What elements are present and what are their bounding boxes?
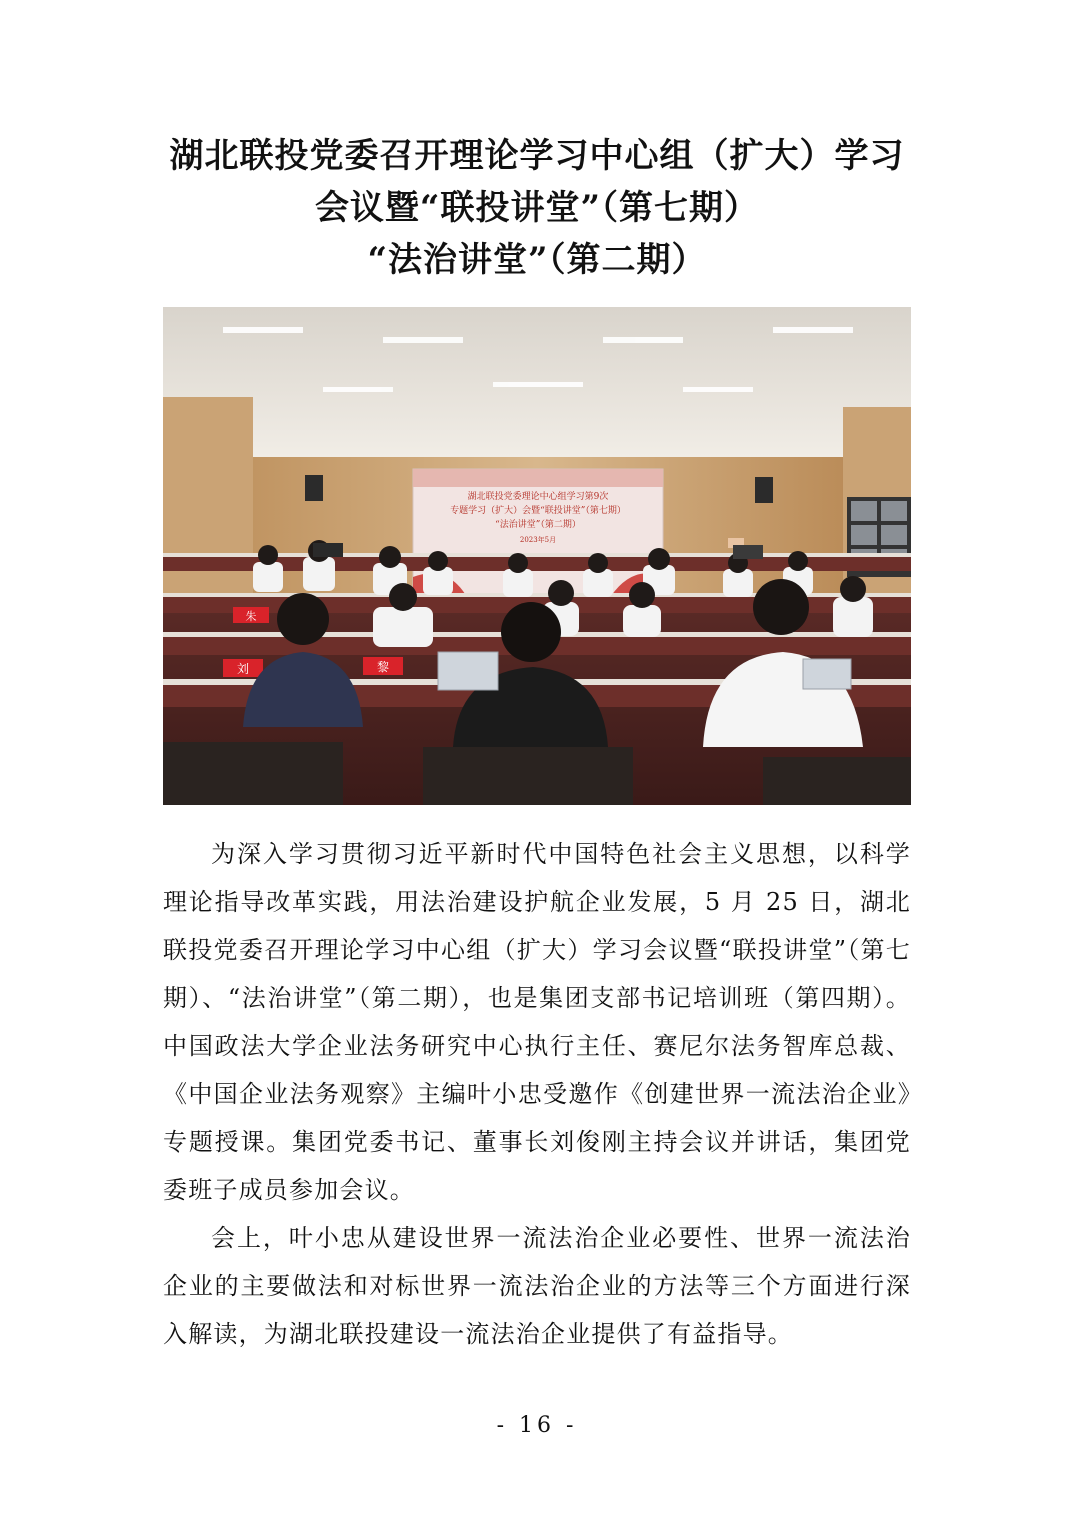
screen-date: 2023年5月 bbox=[519, 536, 557, 544]
title-line-2: 会议暨“联投讲堂”（第七期） bbox=[314, 188, 760, 228]
nameplate-1: 刘 bbox=[236, 662, 250, 676]
paragraph-1: 为深入学习贯彻习近平新时代中国特色社会主义思想，以科学理论指导改革实践，用法治建设护航企业发展，5 月 25 日，湖北联投党委召开理论学习中心组（扩大）学习会议暨“联投讲堂”（第七期）、“法治讲堂”（第二期），也是集团支部书记培训班（第四期）。中国政法大学企业法务研究中心执行主任、赛尼尔法务智库总裁、《中国企业法务观察》主编叶小忠受邀作《创建世界一流法治企业》专题授课。集团党委书记、董事长刘俊刚主持会议并讲话，集团党委班子成员参加会议。 bbox=[163, 840, 911, 1204]
title-line-1: 湖北联投党委召开理论学习中心组（扩大）学习 bbox=[169, 136, 905, 176]
nameplate-3: 朱 bbox=[245, 610, 257, 623]
screen-text-2: 专题学习（扩大）会暨“联投讲堂”（第七期） bbox=[450, 506, 626, 516]
meeting-photo bbox=[163, 307, 911, 805]
screen-text-1: 湖北联投党委理论中心组学习第9次 bbox=[467, 492, 609, 502]
page-number: - 16 - bbox=[496, 1413, 578, 1438]
article-title bbox=[100, 130, 974, 286]
nameplate-2: 黎 bbox=[376, 660, 390, 674]
article-body bbox=[163, 830, 911, 1358]
title-line-3: “法治讲堂”（第二期） bbox=[367, 240, 707, 280]
screen-text-3: “法治讲堂”（第二期） bbox=[495, 520, 581, 530]
paragraph-2: 会上，叶小忠从建设世界一流法治企业必要性、世界一流法治企业的主要做法和对标世界一流法治企业的方法等三个方面进行深入解读，为湖北联投建设一流法治企业提供了有益指导。 bbox=[163, 1224, 911, 1348]
